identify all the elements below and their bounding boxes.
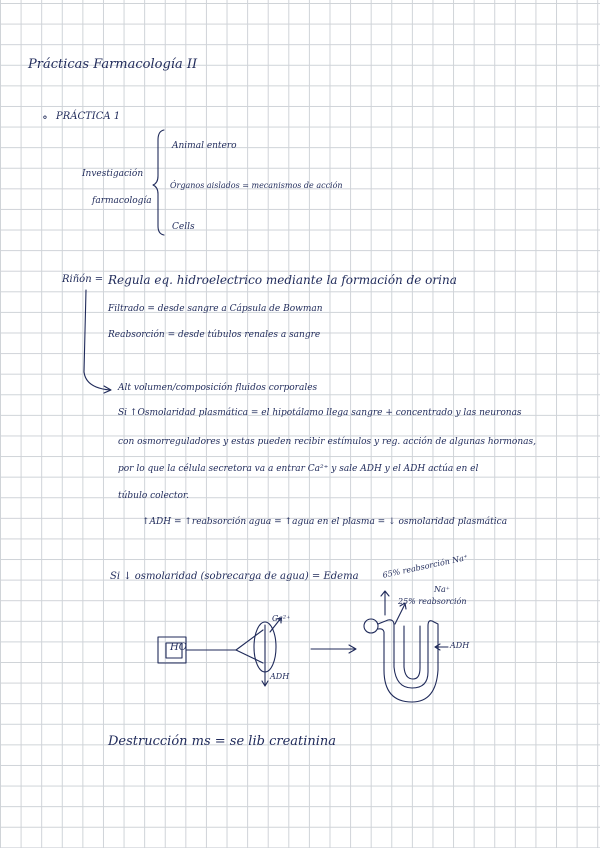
alt-paragraph-line: con osmorreguladores y estas pueden recibir estímulos y reg. acción de algunas hormonas, — [118, 437, 536, 447]
edema-line: Si ↓ osmolaridad (sobrecarga de agua) = Edema — [110, 571, 359, 582]
investigation-label-2: farmacología — [92, 196, 152, 206]
ho-box-label: HO — [170, 642, 187, 653]
nephron-tubule — [378, 620, 438, 702]
branch-line — [236, 650, 263, 663]
ca-label: Ca²⁺ — [272, 614, 291, 623]
rinon-line: Regula eq. hidroelectrico mediante la formación de orina — [108, 273, 457, 287]
investigation-label-1: Investigación — [82, 169, 144, 179]
nephron-capsule — [364, 619, 378, 633]
rinon-line: Reabsorción = desde túbulos renales a sangre — [108, 330, 321, 340]
reabsorption-65-label: 65% reabsorción Na⁺ — [381, 552, 469, 580]
adh-cell-label: ADH — [270, 672, 290, 681]
adh-side-label: ADH — [450, 641, 470, 650]
alt-paragraph-line: túbulo colector. — [118, 491, 190, 501]
rinon-label: Riñón = — [62, 274, 104, 285]
rinon-arrow — [84, 290, 110, 390]
reabsorption-arrow — [395, 604, 405, 624]
na-label: Na⁺ — [434, 585, 450, 594]
curly-brace — [153, 130, 164, 235]
alt-paragraph-line: por lo que la célula secretora va a entrar Ca²⁺ y sale ADH y el ADH actúa en el — [118, 464, 479, 474]
practice-heading: PRÁCTICA 1 — [56, 111, 121, 122]
adh-line: ↑ADH = ↑reabsorción agua = ↑agua en el plasma = ↓ osmolaridad plasmática — [142, 517, 508, 527]
rinon-line: Filtrado = desde sangre a Cápsula de Bowman — [108, 304, 323, 314]
investigation-item: Animal entero — [172, 141, 237, 151]
page-title: Prácticas Farmacología II — [28, 57, 198, 72]
investigation-item: Cells — [172, 222, 195, 232]
nephron-tubule-inner — [404, 626, 420, 679]
alt-paragraph-line: Si ↑Osmolaridad plasmática = el hipotálamo llega sangre + concentrado y las neuronas — [118, 408, 522, 418]
practice-bullet: ∘ — [42, 110, 48, 124]
investigation-item: Órganos aislados = mecanismos de acción — [170, 181, 343, 190]
branch-line — [236, 630, 263, 650]
reabsorption-25-label: 25% reabsorción — [398, 597, 467, 606]
destruction-line: Destrucción ms = se lib creatinina — [108, 734, 337, 749]
alt-line: Alt volumen/composición fluidos corporales — [118, 383, 318, 393]
